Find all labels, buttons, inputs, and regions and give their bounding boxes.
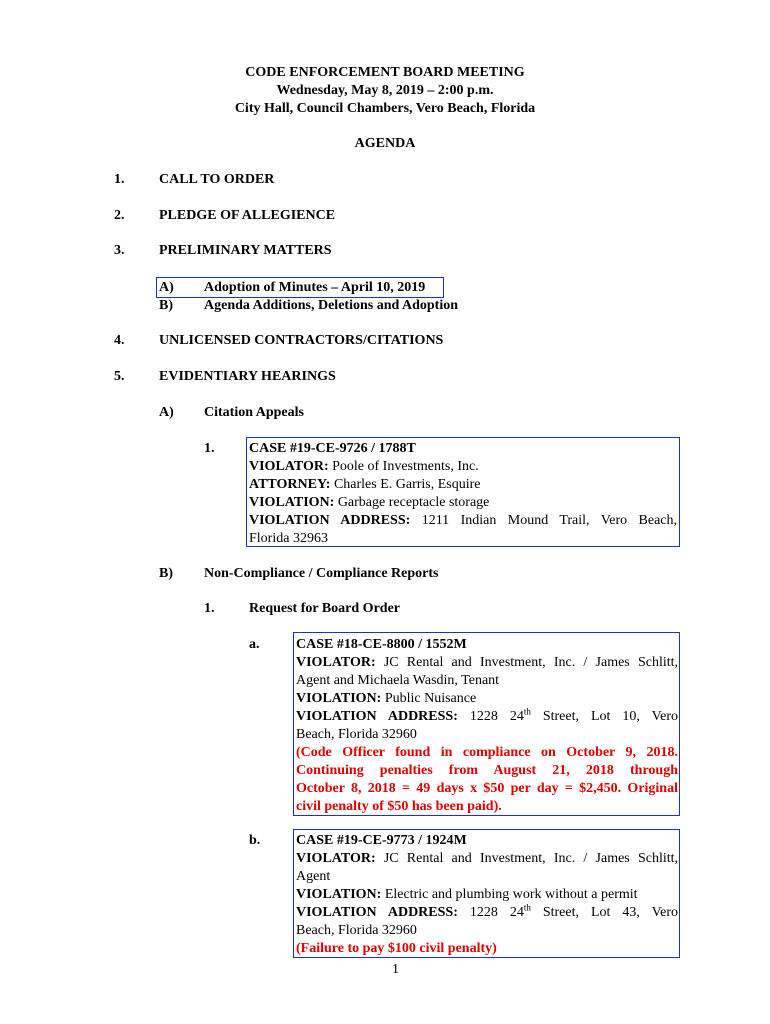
address-value: Street, Lot 10, Vero	[542, 709, 679, 724]
item-3-number: 3.	[114, 243, 125, 258]
violation-label: VIOLATION:	[296, 887, 382, 902]
attorney-label: ATTORNEY:	[249, 477, 331, 492]
item-5-number: 5.	[114, 369, 125, 384]
violator-value: JC Rental and Investment, Inc. / James Schlitt,	[383, 655, 678, 670]
hearings-b-letter: B)	[159, 566, 173, 581]
address-value: 1211 Indian Mound Trail, Vero Beach,	[421, 513, 678, 528]
violator-label: VIOLATOR:	[296, 851, 376, 866]
address-number: 1228 24	[469, 709, 524, 724]
case-id: CASE #19-CE-9773 / 1924M	[296, 833, 467, 848]
violator-value: JC Rental and Investment, Inc. / James Schlitt,	[383, 851, 678, 866]
address-value-cont: Florida 32963	[249, 531, 328, 546]
item-1-number: 1.	[114, 172, 125, 187]
header-date: Wednesday, May 8, 2019 – 2:00 p.m.	[276, 83, 494, 98]
address-label: VIOLATION ADDRESS:	[296, 709, 458, 724]
address-value: Street, Lot 43, Vero	[542, 905, 679, 920]
violator-label: VIOLATOR:	[249, 459, 329, 474]
violator-value: Poole of Investments, Inc.	[332, 459, 479, 474]
item-2-number: 2.	[114, 208, 125, 223]
hearings-a-label: Citation Appeals	[204, 405, 304, 420]
item-5-label: EVIDENTIARY HEARINGS	[159, 369, 336, 384]
item-3-label: PRELIMINARY MATTERS	[159, 243, 332, 258]
prelim-a-letter: A)	[159, 280, 174, 295]
violator-value-cont: Agent and Michaela Wasdin, Tenant	[296, 673, 500, 688]
address-label: VIOLATION ADDRESS:	[296, 905, 458, 920]
request-label: Request for Board Order	[249, 601, 400, 616]
case-a-letter: a.	[249, 637, 260, 652]
item-4-number: 4.	[114, 333, 125, 348]
violation-label: VIOLATION:	[249, 495, 335, 510]
case-b-letter: b.	[249, 833, 261, 848]
header-location: City Hall, Council Chambers, Vero Beach, Florida	[234, 101, 536, 116]
address-label: VIOLATION ADDRESS:	[249, 513, 411, 528]
compliance-note-line: October 8, 2018 = 49 days x $50 per day = $2,450. Original	[296, 781, 678, 796]
compliance-note-line: civil penalty of $50 has been paid).	[296, 799, 502, 814]
prelim-b-label: Agenda Additions, Deletions and Adoption	[204, 298, 459, 313]
header-title: CODE ENFORCEMENT BOARD MEETING	[245, 65, 525, 80]
violation-label: VIOLATION:	[296, 691, 382, 706]
address-number: 1228 24	[469, 905, 524, 920]
page-number: 1	[392, 962, 399, 977]
hearings-b-label: Non-Compliance / Compliance Reports	[204, 566, 439, 581]
prelim-b-letter: B)	[159, 298, 173, 313]
violation-value: Public Nuisance	[384, 691, 477, 706]
address-value-cont: Beach, Florida 32960	[296, 727, 417, 742]
meeting-header	[0, 64, 770, 118]
ordinal-suffix: th	[523, 902, 531, 913]
appeal-case-number: 1.	[204, 441, 215, 456]
prelim-a-label: Adoption of Minutes – April 10, 2019	[204, 280, 426, 295]
request-number: 1.	[204, 601, 215, 616]
attorney-value: Charles E. Garris, Esquire	[333, 477, 481, 492]
compliance-note-line: (Code Officer found in compliance on October 9, 2018.	[296, 745, 678, 760]
case-id: CASE #18-CE-8800 / 1552M	[296, 637, 467, 652]
violation-value: Garbage receptacle storage	[337, 495, 490, 510]
item-1-label: CALL TO ORDER	[159, 172, 275, 187]
item-4-label: UNLICENSED CONTRACTORS/CITATIONS	[159, 333, 444, 348]
case-id: CASE #19-CE-9726 / 1788T	[249, 441, 416, 456]
item-2-label: PLEDGE OF ALLEGIENCE	[159, 208, 336, 223]
case-a-block	[296, 636, 678, 816]
ordinal-suffix: th	[523, 706, 531, 717]
violation-value: Electric and plumbing work without a permit	[384, 887, 638, 902]
violator-value-cont: Agent	[296, 869, 331, 884]
penalty-note: (Failure to pay $100 civil penalty)	[296, 941, 497, 956]
case-appeal-block	[249, 440, 677, 548]
violator-label: VIOLATOR:	[296, 655, 376, 670]
agenda-title: AGENDA	[354, 136, 416, 151]
address-value-cont: Beach, Florida 32960	[296, 923, 417, 938]
hearings-a-letter: A)	[159, 405, 174, 420]
compliance-note-line: Continuing penalties from August 21, 2018 through	[296, 763, 678, 778]
case-b-block	[296, 832, 678, 958]
